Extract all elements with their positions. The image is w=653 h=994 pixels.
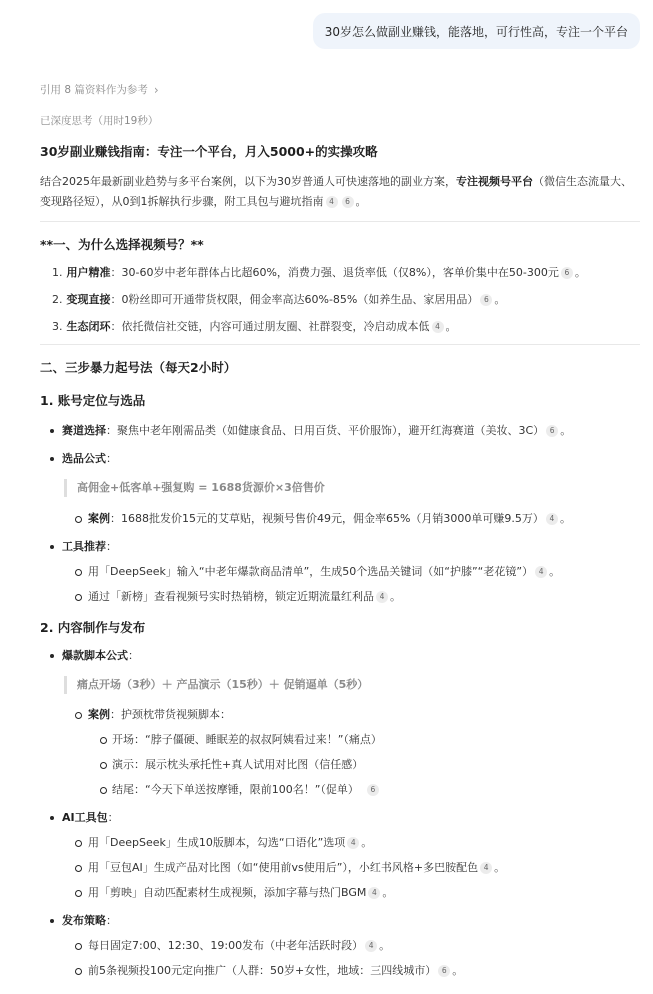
- intro-bold: 专注视频号平台: [456, 175, 533, 188]
- item-label: AI工具包: [62, 811, 108, 824]
- references-label: 引用 8 篇资料作为参考: [40, 84, 148, 96]
- item-text: ：1688批发价15元的艾草贴，视频号售价49元，佣金率65%（月销3000单可赚9.5万）: [110, 512, 544, 525]
- citation-badge[interactable]: 6: [367, 784, 379, 796]
- item-end: 。: [560, 424, 572, 437]
- item-end: 。: [494, 861, 506, 874]
- list-item: [40, 883, 640, 903]
- list-item: [40, 858, 640, 878]
- item-colon: ：: [128, 649, 139, 662]
- citation-badge[interactable]: 4: [432, 321, 444, 333]
- item-label: 发布策略: [62, 914, 106, 927]
- item-text: 每日固定7:00、12:30、19:00发布（中老年活跃时段）: [88, 939, 364, 952]
- item-text: 通过「新榜」查看视频号实时热销榜，锁定近期流量红利品: [88, 590, 374, 603]
- chevron-right-icon: ›: [153, 82, 159, 97]
- item-text: ：0粉丝即可开通带货权限，佣金率高达60%-85%（如养生品、家居用品）: [110, 293, 479, 306]
- citation-badge[interactable]: 4: [546, 513, 558, 525]
- item-end: 。: [361, 836, 373, 849]
- citation-badge[interactable]: 6: [561, 267, 573, 279]
- item-text: ：护颈枕带货视频脚本：: [110, 708, 231, 721]
- item-text: ：聚焦中老年刚需品类（如健康食品、日用百货、平价服饰），避开红海赛道（美妆、3C）: [106, 424, 545, 437]
- list-item: [40, 730, 640, 750]
- item-end: 。: [559, 512, 571, 525]
- list-item: [40, 646, 640, 666]
- list-item: [40, 961, 640, 981]
- item-end: 。: [382, 886, 394, 899]
- section2-heading: 二、三步暴力起号法（每天2小时）: [40, 360, 237, 375]
- list-item: [40, 780, 640, 800]
- item-end: 。: [445, 320, 457, 333]
- item-label: 爆款脚本公式: [62, 649, 128, 662]
- list-item: [40, 449, 640, 469]
- list-item: [52, 290, 640, 310]
- citation-badge[interactable]: 4: [480, 862, 492, 874]
- item-text: 用「豆包AI」生成产品对比图（如“使用前vs使用后”），小红书风格+多巴胺配色: [88, 861, 479, 874]
- item-end: 。: [379, 939, 391, 952]
- citation-badge[interactable]: 6: [438, 965, 450, 977]
- item-end: 。: [494, 293, 506, 306]
- list-item: [40, 911, 640, 931]
- item-label: 案例: [88, 708, 110, 721]
- citation-badge[interactable]: 4: [347, 837, 359, 849]
- list-item: [40, 421, 640, 441]
- item-text: 结尾：“今天下单送按摩锤，限前100名！”（促单）: [112, 783, 359, 796]
- item-text: 用「DeepSeek」生成10版脚本，勾选“口语化”选项: [88, 836, 346, 849]
- list-item: [52, 263, 640, 283]
- answer-title: 30岁副业赚钱指南：专注一个平台，月入5000+的实操攻略: [40, 144, 378, 159]
- item-label: 赛道选择: [62, 424, 106, 437]
- intro-end: 。: [355, 195, 367, 208]
- citation-badge[interactable]: 4: [535, 566, 547, 578]
- item-text: 开场：“脖子僵硬、睡眠差的叔叔阿姨看过来！”（痛点）: [112, 733, 382, 746]
- list-item: [40, 509, 640, 529]
- item-colon: ：: [106, 914, 117, 927]
- item-end: 。: [574, 266, 586, 279]
- answer-intro: [40, 172, 640, 212]
- item-end: 。: [549, 565, 561, 578]
- item-colon: ：: [107, 811, 119, 824]
- user-message-bubble: [313, 13, 640, 49]
- answer-body: [40, 143, 640, 981]
- item-colon: ：: [106, 452, 117, 465]
- divider: [40, 344, 640, 345]
- section1-heading: **一、为什么选择视频号？**: [40, 237, 204, 252]
- citation-badge[interactable]: 6: [342, 196, 354, 208]
- citation-badge[interactable]: 6: [546, 425, 558, 437]
- list-item: [40, 755, 640, 775]
- list-item: [40, 705, 640, 725]
- divider: [40, 221, 640, 222]
- item-label: 选品公式: [62, 452, 106, 465]
- citation-badge[interactable]: 6: [480, 294, 492, 306]
- thinking-status[interactable]: [40, 113, 158, 128]
- item-end: 。: [390, 590, 401, 603]
- item-label: 案例: [88, 512, 110, 525]
- item-text: 前5条视频投100元定向推广（人群：50岁+女性，地域：三四线城市）: [88, 964, 437, 977]
- subsection1-heading: 1. 账号定位与选品: [40, 393, 146, 408]
- intro-text-1: 结合2025年最新副业趋势与多平台案例，以下为30岁普通人可快速落地的副业方案，: [40, 175, 456, 188]
- list-item: [40, 587, 640, 607]
- citation-badge[interactable]: 4: [376, 591, 388, 603]
- references-toggle[interactable]: [40, 82, 159, 97]
- item-text: 用「剪映」自动匹配素材生成视频，添加字幕与热门BGM: [88, 886, 367, 899]
- item-number: 2.: [52, 293, 63, 306]
- item-number: 3.: [52, 320, 63, 333]
- list-item: [40, 833, 640, 853]
- subsection2-heading: 2. 内容制作与发布: [40, 620, 146, 635]
- item-label: 生态闭环: [66, 320, 111, 333]
- item-text: 演示：展示枕头承托性+真人试用对比图（信任感）: [112, 758, 364, 771]
- item-colon: ：: [106, 540, 117, 553]
- item-text: 用「DeepSeek」输入“中老年爆款商品清单”，生成50个选品关键词（如“护膝”“老花镜”）: [88, 565, 534, 578]
- item-label: 工具推荐: [62, 540, 106, 553]
- list-item: [40, 562, 640, 582]
- intro-text-2: （微信生态流量大、变现路径短），从0到1拆解执行步骤，附工具包与避坑指南: [40, 175, 632, 208]
- citation-badge[interactable]: 4: [368, 887, 380, 899]
- item-text: ：30-60岁中老年群体占比超60%，消费力强、退货率低（仅8%），客单价集中在50-300元: [110, 266, 559, 279]
- section1-list: [52, 263, 640, 337]
- user-message-text: 30岁怎么做副业赚钱，能落地，可行性高，专注一个平台: [324, 24, 628, 39]
- item-end: 。: [452, 964, 464, 977]
- formula-quote: 痛点开场（3秒）＋ 产品演示（15秒）＋ 促销逼单（5秒）: [64, 676, 640, 694]
- formula-quote: 高佣金+低客单+强复购 = 1688货源价×3倍售价: [64, 479, 640, 497]
- citation-badge[interactable]: 4: [365, 940, 377, 952]
- item-label: 变现直接: [66, 293, 111, 306]
- list-item: [40, 537, 640, 557]
- item-number: 1.: [52, 266, 63, 279]
- thinking-label: 已深度思考（用时19秒）: [40, 115, 159, 127]
- citation-badge[interactable]: 4: [326, 196, 338, 208]
- list-item: [52, 317, 640, 337]
- item-text: ：依托微信社交链，内容可通过朋友圈、社群裂变，冷启动成本低: [110, 320, 430, 333]
- list-item: [40, 808, 640, 828]
- item-label: 用户精准: [66, 266, 111, 279]
- list-item: [40, 936, 640, 956]
